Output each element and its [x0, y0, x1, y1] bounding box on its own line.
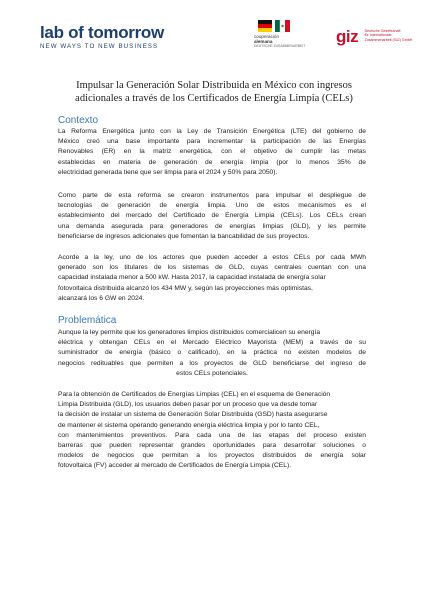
text-line: suministrador de energía (básico o calificado), en la práctica no existen modelos de — [58, 349, 366, 357]
problematica-paragraph-2 — [58, 390, 366, 472]
giz-logo — [336, 28, 412, 46]
text-line: electricidad generada tiene que ser limpia para el 2024 y 50% para 2050). — [58, 168, 278, 176]
text-line: con mantenimientos preventivos. Para cada una de las etapas del proceso existen — [58, 431, 366, 439]
text-line: la decisión de instalar un sistema de Generación Solar Distribuida (GSD) hasta asegurarse — [58, 411, 328, 419]
flags-icon — [258, 18, 292, 34]
text-line: modelos de negocios que permitan a los proyectos distribuidos de energía solar — [58, 452, 366, 460]
title-line1: Impulsar la Generación Solar Distribuida en México con ingresos — [76, 80, 352, 91]
text-line: barreras que pueden representar grandes oportunidades para desarrollar soluciones o — [58, 442, 366, 450]
text-line: estos CELs potenciales. — [176, 369, 248, 377]
page-header — [0, 0, 424, 60]
text-line: México creó una base importante para incrementar la participación de las Energías — [58, 138, 366, 146]
contexto-paragraph-3 — [58, 253, 366, 304]
cooperation-line3: DEUTSCHE ZUSAMMENARBEIT — [254, 44, 306, 48]
giz-line2: für Internationale — [364, 33, 392, 38]
giz-wordmark: giz — [336, 27, 359, 46]
text-line: fotovoltaica distribuida alcanzó los 434 MW y, según las proyecciones más optimistas, — [58, 284, 313, 292]
text-line: establecimiento del mercado del Certificado de Energía Limpia (CELs). Los CELs crean — [58, 212, 366, 220]
text-line: generado son los titulares de los sistemas de GLD, cuyas centrales cuentan con una — [58, 264, 366, 272]
text-line: establecidas en materia de generación de energía limpia (por lo menos 35% de — [58, 158, 366, 166]
text-line: negocios redituables que permiten a los proyectos de GLD beneficiarse del ingreso de — [58, 359, 366, 367]
giz-line3: Zusammenarbeit (GIZ) GmbH — [364, 37, 413, 42]
title-line2: adicionales a través de los Certificados de Energía Limpia (CELs) — [75, 92, 353, 104]
text-line: La Reforma Energética junto con la Ley de Transición Energética (LTE) del gobierno de — [58, 128, 366, 135]
text-line: de mantener el sistema operando generando energía eléctrica limpia y por lo tanto CEL, — [58, 421, 320, 429]
giz-line1: Deutsche Gesellschaft — [364, 29, 401, 33]
cooperacion-alemana-logo — [254, 18, 310, 49]
text-line: tecnologías de generación de energía limpia. Uno de estos mecanismos es el — [58, 202, 366, 210]
text-line: capacidad instalada menor a 500 kW. Hasta 2017, la capacidad instalada de energía solar — [58, 274, 326, 282]
document-title — [64, 80, 364, 105]
brand-name-text: lab of tomorrow — [40, 23, 164, 42]
brand-tagline: NEW WAYS TO NEW BUSINESS — [40, 43, 159, 50]
text-line: eléctrica y obtengan CELs en el Mercado Eléctrico Mayorista (MEM) a través de su — [58, 339, 366, 347]
contexto-heading: Contexto — [58, 115, 99, 126]
text-line: Renovables (ER) en la matriz energética, con el objetivo de cumplir las metas — [58, 148, 366, 156]
lab-of-tomorrow-logo — [40, 24, 164, 50]
text-line: fotovoltaica (FV) acceder al mercado de Certificados de Energía Limpia (CEL). — [58, 462, 292, 470]
giz-name — [365, 29, 413, 42]
cooperation-line1: cooperación — [254, 34, 280, 39]
text-line: beneficiarse de ingresos adicionales que fomentan la bancabilidad de sus proyectos. — [58, 232, 310, 240]
text-line: Como parte de esta reforma se crearon instrumentos para impulsar el despliegue de — [58, 192, 366, 199]
problematica-paragraph-1 — [58, 328, 366, 379]
cooperation-line2: alemana — [254, 39, 273, 44]
problematica-heading: Problemática — [58, 315, 117, 326]
text-line: Limpia Distribuida (GLD), los usuarios deben pasar por un proceso que va desde tomar — [58, 401, 318, 409]
brand-name — [40, 24, 164, 41]
text-line: alcanzará los 6 GW en 2024. — [58, 294, 145, 302]
contexto-paragraph-2 — [58, 191, 366, 242]
text-line: Acorde a la ley, uno de los actores que pueden acceder a estos CELs por cada MWh — [58, 254, 366, 261]
contexto-paragraph-1 — [58, 127, 366, 178]
text-line: Aunque la ley permite que los generadores limpios distribuidos comercialicen su energía — [58, 329, 321, 336]
text-line: una demanda asegurada para generadores de energías limpias (GLD), y les permite — [58, 222, 366, 230]
text-line: Para la obtención de Certificados de Energías Limpias (CEL) en el esquema de Generación — [58, 391, 331, 398]
